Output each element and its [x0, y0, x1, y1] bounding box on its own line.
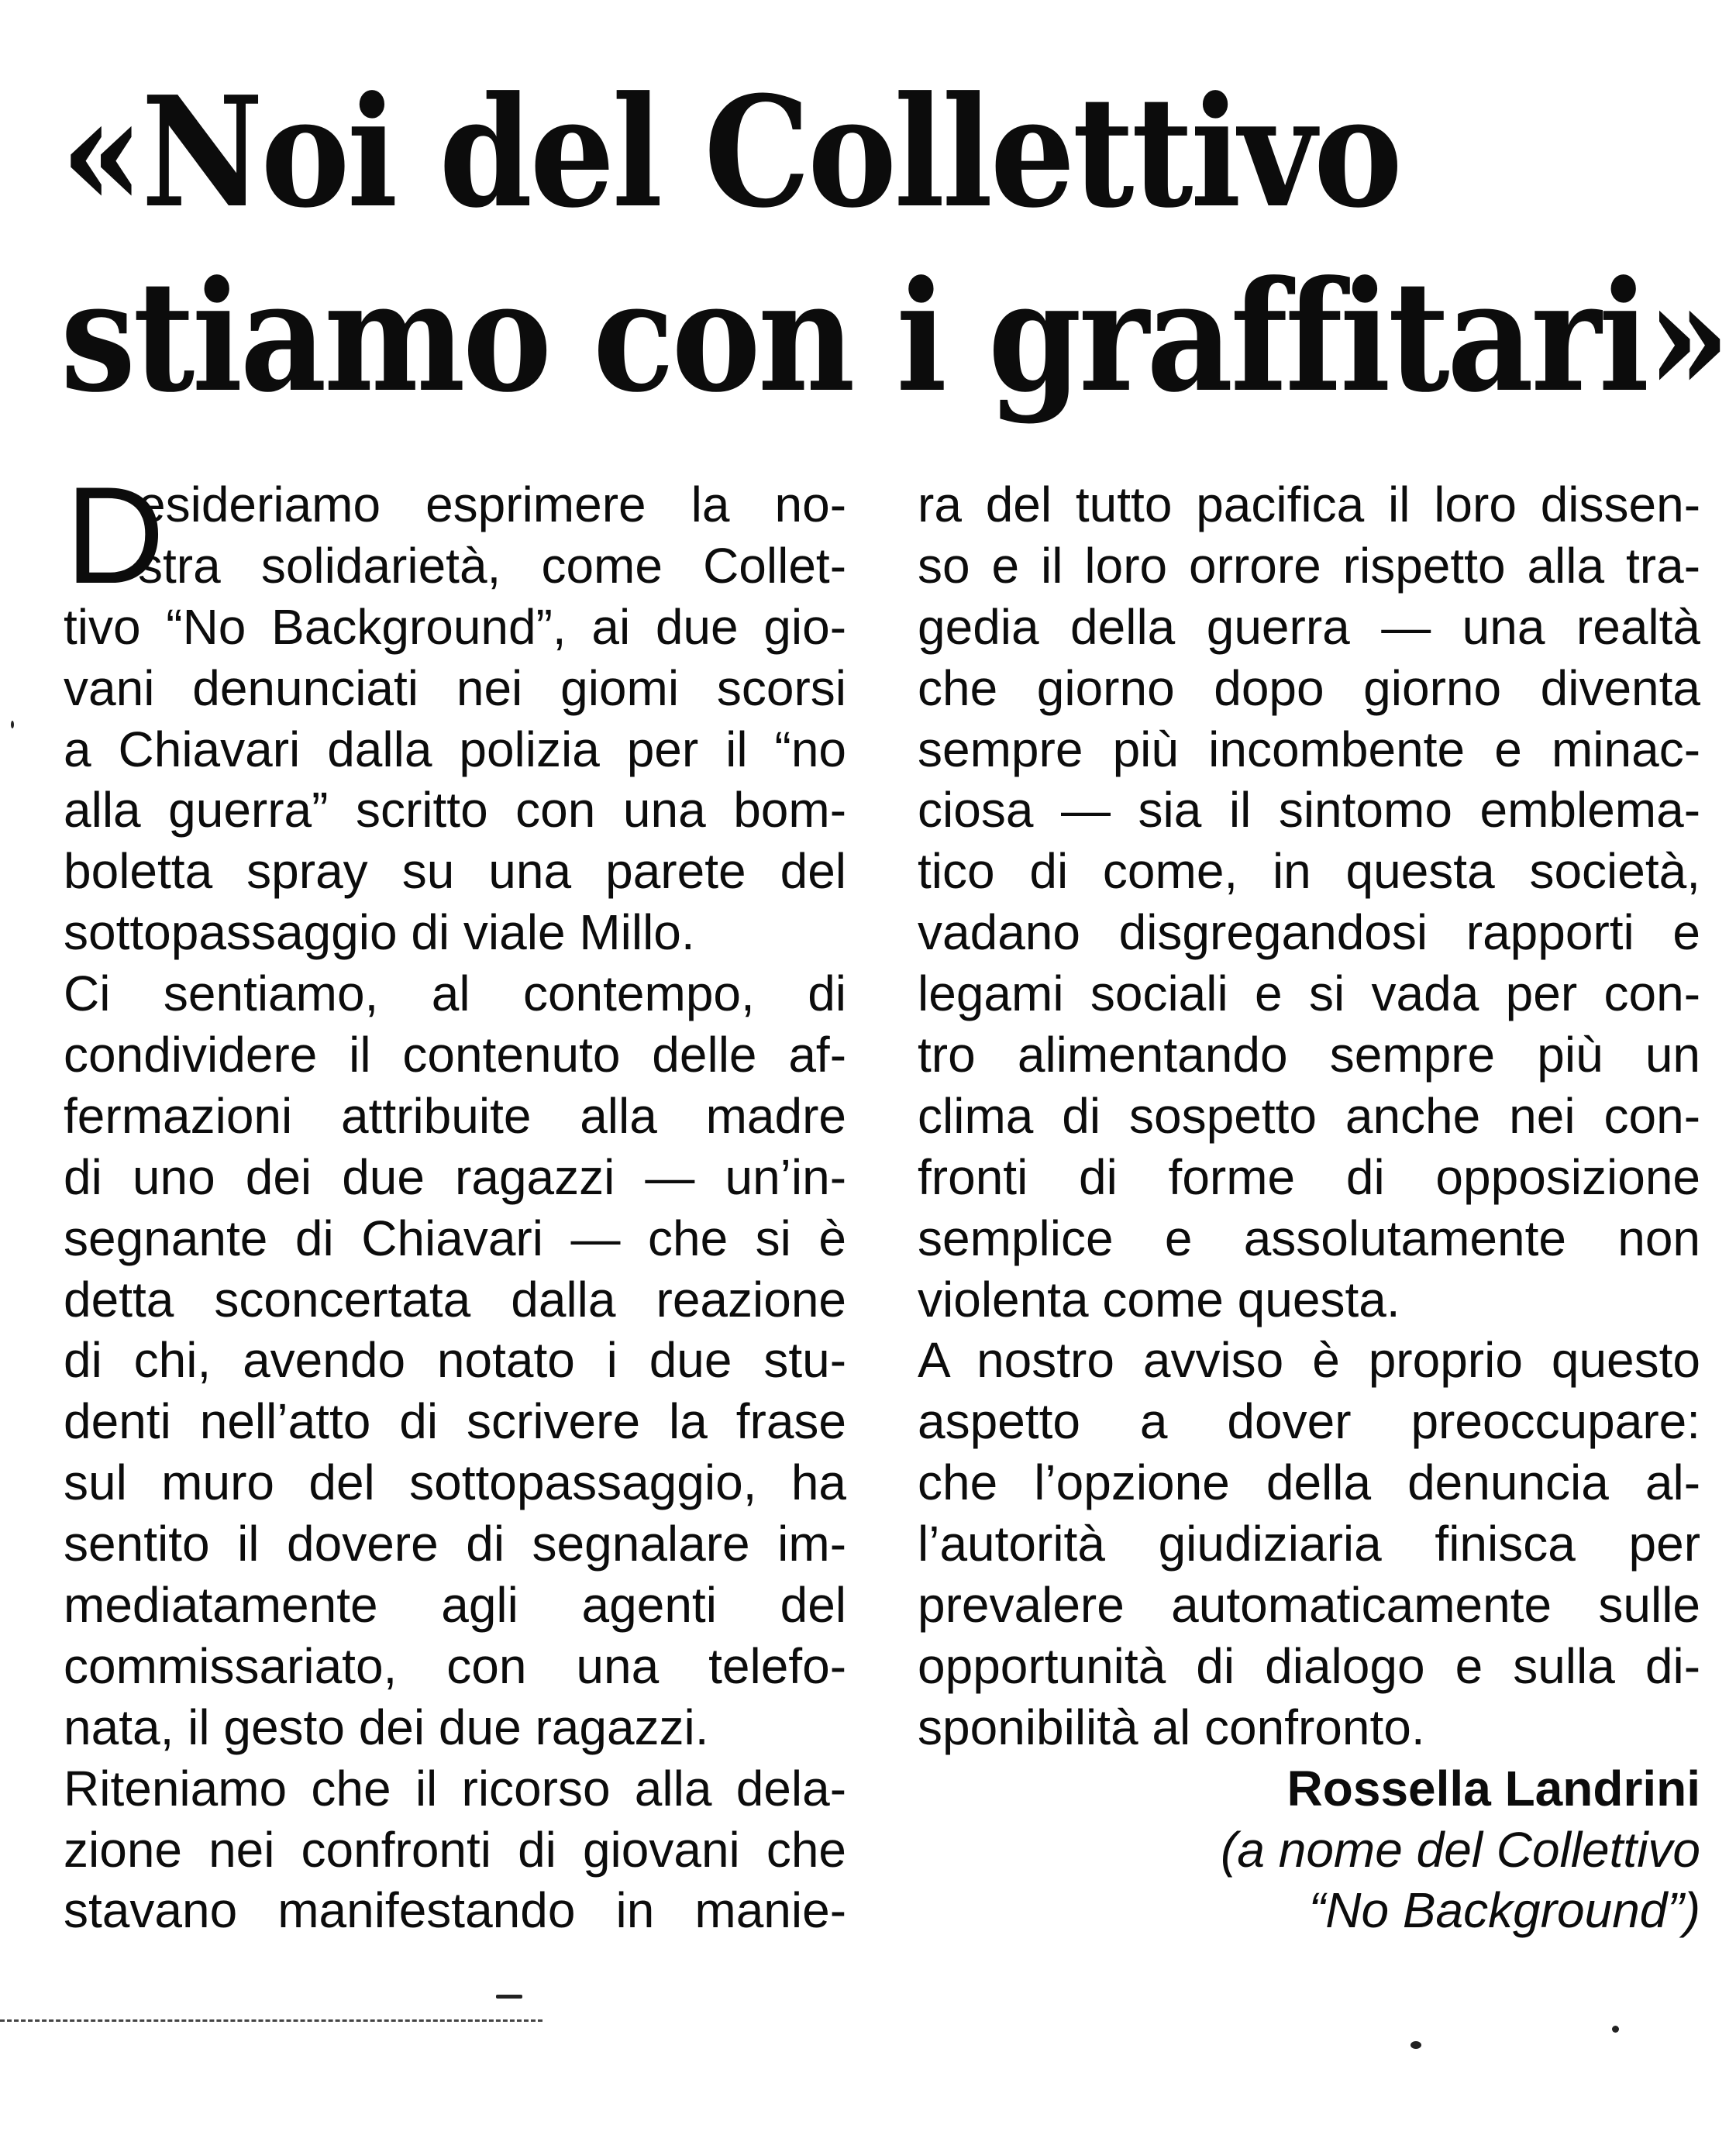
text-line: a Chiavari dalla polizia per il “no	[64, 721, 846, 777]
author-signature: Rossella Landrini	[1286, 1760, 1700, 1816]
text-line: mediatamente agli agenti del	[64, 1577, 846, 1634]
text-line: che l’opzione della denuncia al-	[918, 1455, 1700, 1511]
text-line: l’autorità giudiziaria finisca per	[918, 1516, 1700, 1572]
text-line: legami sociali e si vada per con-	[918, 966, 1700, 1022]
text-line: Ci sentiamo, al contempo, di	[64, 966, 846, 1022]
text-line: prevalere automaticamente sulle	[918, 1577, 1700, 1634]
scan-speck	[1410, 2041, 1421, 2049]
headline-line: «Noi del Collettivo	[60, 64, 1400, 242]
text-line: stavano manifestando in manie-	[64, 1882, 846, 1939]
text-line: sentito il dovere di segnalare im-	[64, 1516, 846, 1572]
text-line: detta sconcertata dalla reazione	[64, 1271, 846, 1327]
text-line: che giorno dopo giorno diventa	[918, 659, 1700, 716]
text-line: vadano disgregandosi rapporti e	[918, 904, 1700, 961]
text-line: sottopassaggio di viale Millo.	[64, 904, 695, 961]
text-line: segnante di Chiavari — che si è	[64, 1210, 846, 1266]
text-line: so e il loro orrore rispetto alla tra-	[918, 537, 1700, 594]
text-line: esideriamo esprimere la no-	[138, 477, 846, 532]
text-line: A nostro avviso è proprio questo	[918, 1332, 1700, 1389]
text-line: clima di sospetto anche nei con-	[918, 1087, 1700, 1144]
text-line: semplice e assolutamente non	[918, 1210, 1700, 1266]
text-line: tico di come, in questa società,	[918, 843, 1700, 900]
text-line: nata, il gesto dei due ragazzi.	[64, 1699, 709, 1755]
text-line: ciosa — sia il sintomo emblema-	[918, 782, 1700, 838]
text-line: di uno dei due ragazzi — un’in-	[64, 1148, 846, 1205]
text-line: di chi, avendo notato i due stu-	[64, 1332, 846, 1389]
article-column-right	[918, 474, 1700, 1941]
text-line: boletta spray su una parete del	[64, 843, 846, 900]
headline	[60, 60, 1728, 429]
text-line: violenta come questa.	[918, 1271, 1400, 1327]
text-line: Riteniamo che il ricorso alla dela-	[64, 1760, 846, 1816]
text-line: commissariato, con una telefo-	[64, 1637, 846, 1694]
author-affiliation: “No Background”)	[1308, 1882, 1700, 1939]
text-line: stra solidarietà, come Collet-	[138, 537, 846, 594]
author-affiliation: (a nome del Collettivo	[1221, 1821, 1700, 1878]
text-line: denti nell’atto di scrivere la frase	[64, 1393, 846, 1450]
clipping-edge-rule	[0, 2019, 542, 2022]
scan-speck	[1612, 2026, 1619, 2033]
text-line: sponibilità al confronto.	[918, 1699, 1425, 1755]
text-line: tro alimentando sempre più un	[918, 1027, 1700, 1083]
text-line: tivo “No Background”, ai due gio-	[64, 598, 846, 655]
scan-speck	[11, 721, 14, 728]
text-line: aspetto a dover preoccupare:	[918, 1393, 1700, 1450]
text-line: fronti di forme di opposizione	[918, 1148, 1700, 1205]
text-line: vani denunciati nei giomi scorsi	[64, 659, 846, 716]
text-line: gedia della guerra — una realtà	[918, 598, 1700, 655]
text-line: sempre più incombente e minac-	[918, 721, 1700, 777]
headline-line: stiamo con i graffitari»	[60, 248, 1728, 426]
text-line: sul muro del sottopassaggio, ha	[64, 1455, 846, 1511]
text-line: zione nei confronti di giovani che	[64, 1821, 846, 1878]
text-line: condividere il contenuto delle af-	[64, 1027, 846, 1083]
scan-speck	[496, 1995, 522, 1999]
drop-cap: D	[65, 458, 165, 612]
text-line: opportunità di dialogo e sulla di-	[918, 1637, 1700, 1694]
text-line: alla guerra” scritto con una bom-	[64, 782, 846, 838]
text-line: fermazioni attribuite alla madre	[64, 1087, 846, 1144]
text-line: ra del tutto pacifica il loro dissen-	[918, 477, 1700, 532]
article-column-left	[64, 458, 846, 1941]
